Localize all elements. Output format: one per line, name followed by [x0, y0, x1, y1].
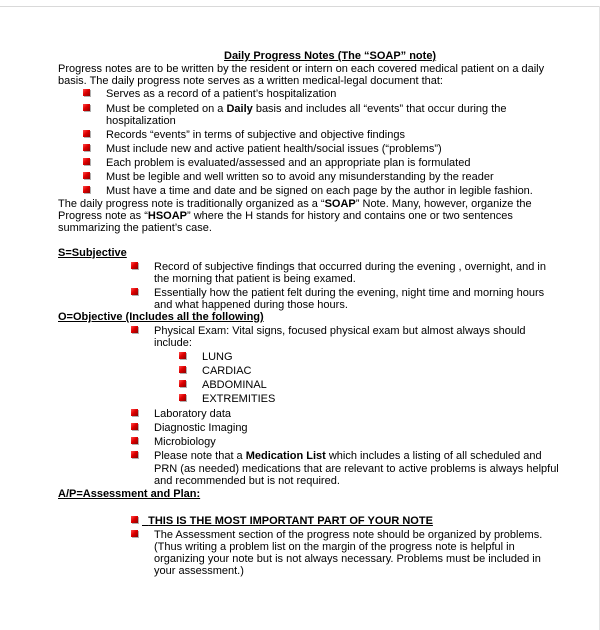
soap-line-2: Progress note as “HSOAP” where the H stands for history and contains one or two sentences [58, 210, 513, 222]
assessment-heading: A/P=Assessment and Plan: [58, 488, 201, 500]
bullet-icon [179, 352, 186, 359]
exam-item-lung: LUNG [202, 351, 233, 363]
soap-line-1: The daily progress note is traditionally organized as a “SOAP” Note. Many, however, organize the [58, 198, 532, 210]
physical-exam-line-2: include: [154, 337, 192, 349]
bullet-icon [179, 394, 186, 401]
bullet-icon [83, 130, 90, 137]
subjective-bullet-2: Essentially how the patient felt during the evening, night time and morning hours [154, 287, 545, 299]
medication-line-3: and recommended but is not required. [154, 475, 340, 487]
bullet-icon [83, 186, 90, 193]
objective-imaging: Diagnostic Imaging [154, 422, 248, 434]
bullet-icon [131, 516, 138, 523]
intro-bullet-7: Must have a time and date and be signed on each page by the author in legible fashion. [106, 185, 533, 197]
intro-bullet-5: Each problem is evaluated/assessed and an appropriate plan is formulated [106, 157, 471, 169]
medication-line-1: Please note that a Medication List which includes a listing of all scheduled and [154, 450, 542, 462]
intro-line-2: basis. The daily progress note serves as a written medical-legal document that: [58, 75, 443, 87]
intro-bullet-6: Must be legible and well written so to avoid any misunderstanding by the reader [106, 171, 494, 183]
bullet-icon [131, 530, 138, 537]
assessment-line-1: The Assessment section of the progress note should be organized by problems. [154, 529, 543, 541]
physical-exam-line-1: Physical Exam: Vital signs, focused physical exam but almost always should [154, 325, 526, 337]
bullet-icon [83, 104, 90, 111]
subjective-bullet-1: Record of subjective findings that occurred during the evening , overnight, and in [154, 261, 546, 273]
bullet-icon [131, 451, 138, 458]
bullet-icon [131, 288, 138, 295]
bullet-icon [131, 262, 138, 269]
assessment-line-3: organizing your note but is not always necessary. Problems must be included in [154, 553, 541, 565]
subjective-bullet-2-cont: and what happened during those hours. [154, 299, 348, 311]
bullet-icon [83, 89, 90, 96]
intro-bullet-2-cont: hospitalization [106, 115, 176, 127]
bullet-icon [131, 326, 138, 333]
bullet-icon [83, 158, 90, 165]
subjective-heading: S=Subjective [58, 247, 127, 259]
exam-item-extremities: EXTREMITIES [202, 393, 276, 405]
exam-item-abdominal: ABDOMINAL [202, 379, 267, 391]
soap-line-3: summarizing the patient’s case. [58, 222, 212, 234]
bullet-icon [131, 423, 138, 430]
document-title: Daily Progress Notes (The “SOAP” note) [224, 50, 437, 62]
bullet-icon [179, 366, 186, 373]
bullet-icon [179, 380, 186, 387]
objective-laboratory: Laboratory data [154, 408, 232, 420]
subjective-bullet-1-cont: the morning that patient is being examed. [154, 273, 356, 285]
page-border-top [0, 6, 600, 7]
important-note: THIS IS THE MOST IMPORTANT PART OF YOUR NOTE [148, 515, 433, 527]
intro-bullet-3: Records “events” in terms of subjective and objective findings [106, 129, 405, 141]
bullet-icon [83, 172, 90, 179]
intro-line-1: Progress notes are to be written by the resident or intern on each covered medical patient on a daily [58, 63, 545, 75]
assessment-line-4: your assessment.) [154, 565, 244, 577]
objective-heading: O=Objective (Includes all the following) [58, 311, 264, 323]
intro-bullet-1: Serves as a record of a patient’s hospitalization [106, 88, 337, 100]
medication-line-2: PRN (as needed) medications that are relevant to active problems is always helpful [154, 463, 559, 475]
bullet-icon [83, 144, 90, 151]
intro-bullet-4: Must include new and active patient health/social issues (“problems”) [106, 143, 442, 155]
exam-item-cardiac: CARDIAC [202, 365, 252, 377]
bullet-icon [131, 437, 138, 444]
assessment-line-2: (Thus writing a problem list on the margin of the progress note is helpful in [154, 541, 515, 553]
objective-microbiology: Microbiology [154, 436, 216, 448]
intro-bullet-2: Must be completed on a Daily basis and includes all “events” that occur during the [106, 103, 507, 115]
bullet-icon [131, 409, 138, 416]
